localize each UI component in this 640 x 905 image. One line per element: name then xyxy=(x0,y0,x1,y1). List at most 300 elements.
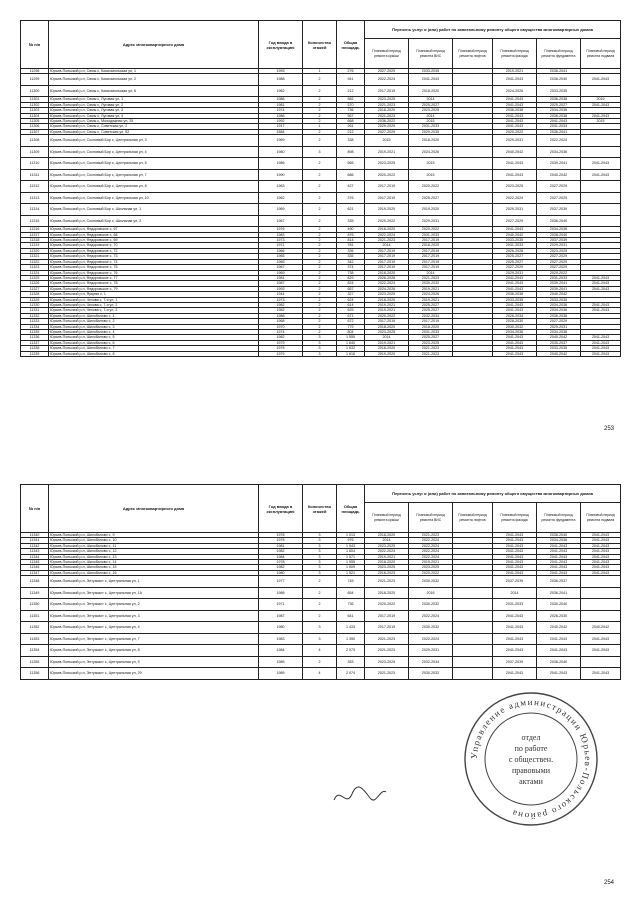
cell-foundation-period: 2027-2029 xyxy=(537,259,581,264)
cell-row-number: 11315 xyxy=(21,215,49,227)
cell-year-built: 1963 xyxy=(259,181,303,193)
cell-roof-period: 2036-2022 xyxy=(365,119,409,124)
cell-address: Юрьев-Польский р-н, Шихобалово с, 11 xyxy=(49,543,259,548)
cell-year-built: 1988 xyxy=(259,587,303,599)
table-row xyxy=(21,135,621,147)
cell-year-built: 1968 xyxy=(259,319,303,324)
cell-total-area: 335 xyxy=(337,254,365,259)
cell-roof-period: 2019-2020 xyxy=(365,351,409,356)
cell-year-built: 1984 xyxy=(259,645,303,657)
cell-basement-period xyxy=(581,181,621,193)
cell-total-area: 261 xyxy=(337,124,365,129)
cell-row-number: 11356 xyxy=(21,668,49,680)
cell-year-built: 1987 xyxy=(259,610,303,622)
cell-address: Юрьев-Польский р-н, Чехова с, 7-я ул, 3 xyxy=(49,308,259,313)
table-header xyxy=(21,21,621,69)
cell-roof-period: 2023-2025 xyxy=(365,97,409,102)
cell-row-number: 11304 xyxy=(21,113,49,118)
cell-facade-period: 2031-2033 xyxy=(493,243,537,248)
cell-total-area: 566 xyxy=(337,158,365,170)
cell-foundation-period: 2041-2043 xyxy=(537,565,581,570)
cell-floors: 2 xyxy=(303,656,337,668)
cell-total-area: 686 xyxy=(337,169,365,181)
cell-address: Юрьев-Польский р-н, Симы с, Луговая ул, 1 xyxy=(49,97,259,102)
cell-total-area: 621 xyxy=(337,204,365,216)
cell-address: Юрьев-Польский р-н, Энтузиаст с, Центральная ул, 4 xyxy=(49,622,259,634)
cell-row-number: 11298 xyxy=(21,69,49,74)
cell-address: Юрьев-Польский р-н, Шихобалово с, 8 xyxy=(49,351,259,356)
col-facade-header: Плановый период ремонта фасада xyxy=(493,39,537,69)
table-row xyxy=(21,587,621,599)
cell-foundation-period: 2027-2029 xyxy=(537,319,581,324)
cell-year-built: 1978 xyxy=(259,538,303,543)
cell-foundation-period: 2027-2029 xyxy=(537,181,581,193)
cell-vis-period: 2030-2032 xyxy=(409,622,453,634)
cell-year-built: 1982 xyxy=(259,302,303,307)
cell-address: Юрьев-Польский р-н, Симы с, Советская ул, 2 xyxy=(49,124,259,129)
cell-facade-period: 2034-2036 xyxy=(493,329,537,334)
cell-floors: 2 xyxy=(303,243,337,248)
cell-row-number: 11350 xyxy=(21,599,49,611)
cell-foundation-period: 2040-2042 xyxy=(537,622,581,634)
cell-floors: 3 xyxy=(303,554,337,559)
cell-year-built: 1986 xyxy=(259,313,303,318)
cell-year-built: 1980 xyxy=(259,570,303,575)
cell-year-built: 1981 xyxy=(259,543,303,548)
col-area-header: Общая площадь xyxy=(337,485,365,533)
cell-basement-period xyxy=(581,599,621,611)
page-number: 253 xyxy=(603,426,614,432)
cell-facade-period: 2033-2035 xyxy=(493,238,537,243)
cell-address: Юрьев-Польский р-н, Шихобалово с, 10 xyxy=(49,538,259,543)
cell-address: Юрьев-Польский р-н, Федоровское с, 70 xyxy=(49,243,259,248)
cell-basement-period: 2041-2043 xyxy=(581,554,621,559)
cell-facade-period: 2041-2043 xyxy=(493,113,537,118)
cell-facade-period: 2036-2038 xyxy=(493,292,537,297)
cell-vis-period: 2019-2021 xyxy=(409,297,453,302)
cell-basement-period: 2015 xyxy=(581,119,621,124)
cell-address: Юрьев-Польский р-н, Федоровское с, 76 xyxy=(49,270,259,275)
cell-floors: 2 xyxy=(303,576,337,588)
cell-year-built: 1985 xyxy=(259,656,303,668)
cell-year-built: 1980 xyxy=(259,622,303,634)
cell-year-built: 1969 xyxy=(259,270,303,275)
cell-foundation-period: 2039-2041 xyxy=(537,286,581,291)
cell-total-area: 570 xyxy=(337,102,365,107)
col-area-header: Общая площадь xyxy=(337,21,365,69)
cell-lift-period xyxy=(453,633,493,645)
cell-foundation-period: 2036-2041 xyxy=(537,129,581,134)
cell-vis-period: 2017-2019 xyxy=(409,254,453,259)
cell-vis-period: 2025-2027 xyxy=(409,302,453,307)
cell-year-built: 1978 xyxy=(259,346,303,351)
cell-vis-period: 2017-2019 xyxy=(409,265,453,270)
col-address-header: Адрес многоквартирного дома xyxy=(49,21,259,69)
cell-address: Юрьев-Польский р-н, Энтузиаст с, Центральная ул, 1 xyxy=(49,576,259,588)
cell-address: Юрьев-Польский р-н, Симы с, Луговая ул, 3 xyxy=(49,108,259,113)
cell-vis-period: 2025-2027 xyxy=(409,308,453,313)
cell-row-number: 11314 xyxy=(21,204,49,216)
cell-address: Юрьев-Польский р-н, Симы с, Луговая ул, 4 xyxy=(49,113,259,118)
cell-row-number: 11342 xyxy=(21,543,49,548)
cell-basement-period: 2041-2043 xyxy=(581,281,621,286)
cell-foundation-period: 2040-2042 xyxy=(537,292,581,297)
cell-floors: 2 xyxy=(303,254,337,259)
cell-year-built: 1962 xyxy=(259,192,303,204)
cell-year-built: 1993 xyxy=(259,69,303,74)
table-row xyxy=(21,610,621,622)
cell-basement-period xyxy=(581,576,621,588)
cell-basement-period: 2041-2043 xyxy=(581,560,621,565)
cell-roof-period: 2017-2019 xyxy=(365,181,409,193)
cell-facade-period: 2041-2043 xyxy=(493,668,537,680)
cell-total-area: 582 xyxy=(337,97,365,102)
cell-floors: 3 xyxy=(303,565,337,570)
cell-address: Юрьев-Польский р-н, Шихобалово с, 6 xyxy=(49,340,259,345)
cell-foundation-period: 2030-2040 xyxy=(537,599,581,611)
cell-floors: 3 xyxy=(303,622,337,634)
cell-facade-period: 2029-2031 xyxy=(493,135,537,147)
repair-plan-table xyxy=(20,20,621,357)
cell-address: Юрьев-Польский р-н, Сосновый Бор с, Школьная ул, 1 xyxy=(49,204,259,216)
col-lift-header: Плановый период ремонта лифтов xyxy=(453,39,493,69)
stamp-line: правовыми xyxy=(511,766,551,775)
cell-year-built: 1917 xyxy=(259,124,303,129)
cell-basement-period: 2041-2043 xyxy=(581,302,621,307)
col-floors-header: Количество этажей xyxy=(303,21,337,69)
cell-facade-period: 2040-2042 xyxy=(493,232,537,237)
cell-row-number: 11318 xyxy=(21,238,49,243)
cell-basement-period: 2041-2043 xyxy=(581,346,621,351)
cell-roof-period: 2019-2021 xyxy=(365,146,409,158)
cell-floors: 2 xyxy=(303,85,337,97)
cell-basement-period: 2041-2043 xyxy=(581,158,621,170)
official-stamp xyxy=(462,690,600,828)
cell-floors: 2 xyxy=(303,275,337,280)
cell-basement-period: 2041-2043 xyxy=(581,570,621,575)
cell-basement-period: 2041-2043 xyxy=(581,538,621,543)
cell-total-area: 814 xyxy=(337,238,365,243)
cell-facade-period: 2041-2043 xyxy=(493,351,537,356)
cell-basement-period xyxy=(581,587,621,599)
cell-total-area: 338 xyxy=(337,135,365,147)
cell-year-built: 1989 xyxy=(259,668,303,680)
cell-roof-period: 2021-2023 xyxy=(365,113,409,118)
cell-foundation-period: 2037-2039 xyxy=(537,238,581,243)
cell-roof-period: 2017-2019 xyxy=(365,610,409,622)
cell-total-area: 1 433 xyxy=(337,622,365,634)
cell-facade-period: 2041-2043 xyxy=(493,570,537,575)
cell-address: Юрьев-Польский р-н, Чехова с, 7-я ул, 2 xyxy=(49,302,259,307)
cell-address: Юрьев-Польский р-н, Федоровское с, 79 xyxy=(49,286,259,291)
cell-lift-period xyxy=(453,204,493,216)
col-roof-header: Плановый период ремонта крыши xyxy=(365,39,409,69)
cell-total-area: 353 xyxy=(337,656,365,668)
cell-address: Юрьев-Польский р-н, Энтузиаст с, Центральная ул, 8 xyxy=(49,645,259,657)
cell-foundation-period: 2041-2043 xyxy=(537,633,581,645)
table-row xyxy=(21,668,621,680)
cell-vis-period: 2041-2043 xyxy=(409,74,453,86)
cell-address: Юрьев-Польский р-н, Симы с, Советская ул, 52 xyxy=(49,129,259,134)
col-vis-header: Плановый период ремонта ВИС xyxy=(409,39,453,69)
cell-total-area: 212 xyxy=(337,85,365,97)
cell-vis-period: 2020-2022 xyxy=(409,570,453,575)
cell-facade-period: 2025-2027 xyxy=(493,254,537,259)
col-facade-header: Плановый период ремонта фасада xyxy=(493,503,537,533)
cell-vis-period: 2029-2031 xyxy=(409,215,453,227)
cell-roof-period: 2017-2019 xyxy=(365,85,409,97)
cell-roof-period: 2022-2024 xyxy=(365,232,409,237)
cell-floors: 2 xyxy=(303,158,337,170)
cell-floors: 2 xyxy=(303,259,337,264)
cell-facade-period: 2041-2043 xyxy=(493,565,537,570)
cell-year-built: 1982 xyxy=(259,549,303,554)
cell-row-number: 11299 xyxy=(21,74,49,86)
col-lift-header: Плановый период ремонта лифтов xyxy=(453,503,493,533)
cell-floors: 2 xyxy=(303,74,337,86)
cell-total-area: 745 xyxy=(337,576,365,588)
cell-facade-period: 2041-2043 xyxy=(493,97,537,102)
cell-roof-period: 2020-2022 xyxy=(365,169,409,181)
cell-address: Юрьев-Польский р-н, Шихобалово с, 15 xyxy=(49,565,259,570)
cell-total-area: 898 xyxy=(337,146,365,158)
table-row xyxy=(21,192,621,204)
cell-vis-period: 2018-2020 xyxy=(409,85,453,97)
cell-year-built: 1992 xyxy=(259,119,303,124)
cell-row-number: 11313 xyxy=(21,192,49,204)
cell-roof-period: 2023-2025 xyxy=(365,292,409,297)
cell-row-number: 11330 xyxy=(21,302,49,307)
cell-address: Юрьев-Польский р-н, Шихобалово с, 12 xyxy=(49,549,259,554)
col-year-header: Год ввода в эксплуатацию xyxy=(259,485,303,533)
cell-floors: 2 xyxy=(303,297,337,302)
cell-foundation-period: 2038-2040 xyxy=(537,533,581,538)
cell-basement-period xyxy=(581,215,621,227)
cell-total-area: 1 555 xyxy=(337,335,365,340)
cell-basement-period: 2041-2043 xyxy=(581,275,621,280)
col-basement-header: Плановый период ремонта подвала xyxy=(581,503,621,533)
cell-facade-period: 2030-2032 xyxy=(493,324,537,329)
cell-vis-period: 2019-2021 xyxy=(409,286,453,291)
cell-year-built: 1983 xyxy=(259,633,303,645)
cell-vis-period: 2014 xyxy=(409,97,453,102)
cell-roof-period: 2016-2023 xyxy=(365,570,409,575)
cell-lift-period xyxy=(453,622,493,634)
table-row xyxy=(21,215,621,227)
cell-roof-period: 2023-2025 xyxy=(365,329,409,334)
cell-foundation-period: 2034-2036 xyxy=(537,227,581,232)
cell-facade-period: 2041-2043 xyxy=(493,645,537,657)
cell-facade-period: 2027-2029 xyxy=(493,215,537,227)
cell-floors: 1 xyxy=(303,124,337,129)
cell-foundation-period: 2034-2036 xyxy=(537,538,581,543)
cell-basement-period: 2041-2043 xyxy=(581,308,621,313)
cell-facade-period: 2027-2029 xyxy=(493,265,537,270)
cell-total-area: 1 521 xyxy=(337,570,365,575)
cell-vis-period: 2029-2031 xyxy=(409,645,453,657)
cell-year-built: 1965 xyxy=(259,259,303,264)
cell-address: Юрьев-Польский р-н, Симы с, Комсомольская ул, 2 xyxy=(49,74,259,86)
stamp-line: по работе xyxy=(514,744,548,753)
cell-total-area: 829 xyxy=(337,275,365,280)
cell-vis-period: 2014 xyxy=(409,113,453,118)
cell-basement-period: 2041-2043 xyxy=(581,633,621,645)
cell-foundation-period: 2036-2041 xyxy=(537,69,581,74)
cell-address: Юрьев-Польский р-н, Шихобалово с, 14 xyxy=(49,560,259,565)
cell-floors: 2 xyxy=(303,192,337,204)
cell-row-number: 11307 xyxy=(21,129,49,134)
cell-year-built: 1987 xyxy=(259,281,303,286)
cell-vis-period: 2018-2020 xyxy=(409,135,453,147)
cell-roof-period: 2021-2023 xyxy=(365,633,409,645)
cell-vis-period: 2031-2033 xyxy=(409,124,453,129)
table-row xyxy=(21,622,621,634)
cell-row-number: 11354 xyxy=(21,645,49,657)
cell-address: Юрьев-Польский р-н, Федоровское с, 77 xyxy=(49,275,259,280)
cell-foundation-period: 2041-2043 xyxy=(537,549,581,554)
cell-row-number: 11309 xyxy=(21,146,49,158)
col-basement-header: Плановый период ремонта подвала xyxy=(581,39,621,69)
cell-roof-period: 2015 xyxy=(365,135,409,147)
cell-facade-period: 2036-2038 xyxy=(493,108,537,113)
cell-row-number: 11344 xyxy=(21,554,49,559)
cell-foundation-period: 2041-2043 xyxy=(537,668,581,680)
cell-floors: 3 xyxy=(303,570,337,575)
cell-year-built: 1982 xyxy=(259,335,303,340)
cell-floors: 2 xyxy=(303,227,337,232)
cell-facade-period: 2028-2030 xyxy=(493,319,537,324)
cell-roof-period: 2027-2029 xyxy=(365,69,409,74)
cell-lift-period xyxy=(453,351,493,356)
cell-total-area: 1 571 xyxy=(337,554,365,559)
stamp-ring-text: Управление администрации Юрьев-Польского района xyxy=(468,696,594,822)
cell-total-area: 1 632 xyxy=(337,346,365,351)
cell-year-built: 1983 xyxy=(259,232,303,237)
cell-row-number: 11345 xyxy=(21,560,49,565)
cell-basement-period: 2041-2043 xyxy=(581,113,621,118)
cell-foundation-period: 2038-2040 xyxy=(537,232,581,237)
cell-total-area: 804 xyxy=(337,329,365,334)
cell-basement-period: 2041-2043 xyxy=(581,565,621,570)
cell-year-built: 1981 xyxy=(259,275,303,280)
cell-foundation-period: 2035-2037 xyxy=(537,340,581,345)
cell-year-built: 1973 xyxy=(259,297,303,302)
cell-address: Юрьев-Польский р-н, Сосновый Бор с, Центральная ул, 3 xyxy=(49,135,259,147)
cell-foundation-period: 2033-2035 xyxy=(537,297,581,302)
cell-total-area: 736 xyxy=(337,108,365,113)
cell-row-number: 11347 xyxy=(21,570,49,575)
col-floors-header: Количество этажей xyxy=(303,485,337,533)
cell-total-area: 641 xyxy=(337,610,365,622)
cell-roof-period: 2029-2025 xyxy=(365,124,409,129)
cell-address: Юрьев-Польский р-н, Федоровское с, 73 xyxy=(49,254,259,259)
cell-roof-period: 2018-2020 xyxy=(365,560,409,565)
cell-floors: 2 xyxy=(303,599,337,611)
cell-total-area: 625 xyxy=(337,308,365,313)
cell-lift-period xyxy=(453,146,493,158)
cell-address: Юрьев-Польский р-н, Сосновый Бор с, Центральная ул, 8 xyxy=(49,181,259,193)
document-page-253 xyxy=(20,20,620,432)
cell-basement-period xyxy=(581,204,621,216)
cell-foundation-period: 2037-2039 xyxy=(537,204,581,216)
cell-total-area: 1 604 xyxy=(337,549,365,554)
cell-total-area: 1 390 xyxy=(337,633,365,645)
table-row xyxy=(21,351,621,356)
cell-floors: 2 xyxy=(303,97,337,102)
cell-foundation-period: 2029-2031 xyxy=(537,243,581,248)
cell-facade-period: 2031-2033 xyxy=(493,599,537,611)
cell-address: Юрьев-Польский р-н, Чехова с, 7-я ул, 1 xyxy=(49,297,259,302)
cell-floors: 2 xyxy=(303,270,337,275)
cell-total-area: 490 xyxy=(337,227,365,232)
cell-roof-period: 2017-2019 xyxy=(365,265,409,270)
cell-basement-period xyxy=(581,656,621,668)
cell-roof-period: 2020-2022 xyxy=(365,313,409,318)
cell-row-number: 11349 xyxy=(21,587,49,599)
cell-basement-period: 2041-2043 xyxy=(581,74,621,86)
cell-total-area: 614 xyxy=(337,302,365,307)
cell-row-number: 11311 xyxy=(21,169,49,181)
cell-row-number: 11322 xyxy=(21,259,49,264)
cell-foundation-period: 2038-2040 xyxy=(537,656,581,668)
cell-floors: 2 xyxy=(303,313,337,318)
cell-facade-period: 2041-2043 xyxy=(493,346,537,351)
cell-vis-period: 2020-2022 xyxy=(409,181,453,193)
cell-lift-period xyxy=(453,610,493,622)
cell-year-built: 1973 xyxy=(259,238,303,243)
cell-address: Юрьев-Польский р-н, Симы с, Луговая ул, 2 xyxy=(49,102,259,107)
stamp-line: отдел xyxy=(521,733,541,742)
cell-row-number: 11334 xyxy=(21,324,49,329)
cell-row-number: 11312 xyxy=(21,181,49,193)
cell-roof-period: 2022-2024 xyxy=(365,281,409,286)
cell-total-area: 779 xyxy=(337,324,365,329)
cell-floors: 3 xyxy=(303,543,337,548)
cell-facade-period: 2041-2043 xyxy=(493,169,537,181)
cell-row-number: 11317 xyxy=(21,232,49,237)
cell-floors: 2 xyxy=(303,610,337,622)
cell-row-number: 11331 xyxy=(21,308,49,313)
stamp-line: актами xyxy=(519,777,543,786)
cell-foundation-period: 2027-2029 xyxy=(537,192,581,204)
cell-address: Юрьев-Польский р-н, Федоровское с, 67 xyxy=(49,227,259,232)
cell-address: Юрьев-Польский р-н, Федоровское с, 74 xyxy=(49,259,259,264)
cell-vis-period: 2019-2020 xyxy=(409,204,453,216)
cell-total-area: 1 543 xyxy=(337,543,365,548)
table-row xyxy=(21,74,621,86)
cell-foundation-period: 2041-2043 xyxy=(537,543,581,548)
cell-vis-period: 2021-2023 xyxy=(409,533,453,538)
cell-vis-period: 2015 xyxy=(409,158,453,170)
cell-total-area: 657 xyxy=(337,286,365,291)
cell-lift-period xyxy=(453,158,493,170)
cell-total-area: 738 xyxy=(337,270,365,275)
cell-total-area: 374 xyxy=(337,265,365,270)
cell-year-built: 1986 xyxy=(259,158,303,170)
cell-roof-period: 2021-2023 xyxy=(365,102,409,107)
table-row xyxy=(21,576,621,588)
col-year-header: Год ввода в эксплуатацию xyxy=(259,21,303,69)
cell-vis-period: 2033-2035 xyxy=(409,69,453,74)
cell-row-number: 11348 xyxy=(21,576,49,588)
cell-foundation-period: 2034-2036 xyxy=(537,146,581,158)
table-row xyxy=(21,181,621,193)
cell-floors: 2 xyxy=(303,319,337,324)
cell-facade-period: 2037-2039 xyxy=(493,576,537,588)
repair-plan-table xyxy=(20,484,621,680)
cell-foundation-period: 2022-2024 xyxy=(537,135,581,147)
cell-year-built: 1944 xyxy=(259,292,303,297)
